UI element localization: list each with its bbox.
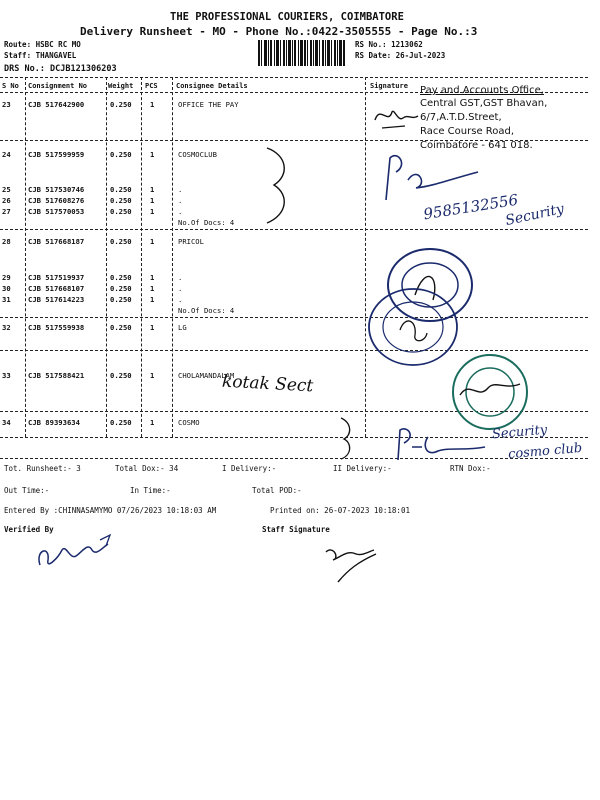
handwritten-kotak: kotak Sect	[221, 371, 314, 397]
row-sno: 24	[2, 150, 11, 159]
row-consignee: COSMO	[178, 418, 200, 427]
row-pcs: 1	[150, 196, 155, 205]
row-consignee: .	[178, 284, 183, 293]
stamp-office-line3: 6/7,A.T.D.Street,	[420, 112, 502, 123]
row-consignment: CJB 517519937	[28, 273, 85, 282]
in-time: In Time:-	[130, 486, 171, 495]
handwritten-security-2: Security	[491, 422, 548, 443]
company-name: THE PROFESSIONAL COURIERS, COIMBATORE	[170, 11, 404, 23]
ii-delivery: II Delivery:-	[333, 464, 392, 473]
row-weight: 0.250	[110, 207, 132, 216]
staff-signature	[318, 540, 388, 585]
stamp-office-line2: Central GST,GST Bhavan,	[420, 98, 548, 109]
docs-count-note: No.Of Docs: 4	[178, 218, 235, 227]
stamp-office-line1: Pay and Accounts Office,	[420, 85, 544, 96]
row-consignment: CJB 517599959	[28, 150, 85, 159]
row-sno: 30	[2, 284, 11, 293]
staff-signature-label: Staff Signature	[262, 525, 330, 534]
rs-date: RS Date: 26-Jul-2023	[355, 51, 446, 60]
docs-count-note: No.Of Docs: 4	[178, 306, 235, 315]
row-consignee: CHOLAMANDALAM	[178, 371, 235, 380]
row-consignment: CJB 517668107	[28, 284, 85, 293]
row-weight: 0.250	[110, 100, 132, 109]
runsheet-subtitle: Delivery Runsheet - MO - Phone No.:0422-3505555 - Page No.:3	[80, 25, 478, 38]
col-pcs: PCS	[145, 82, 158, 90]
row-sno: 25	[2, 185, 11, 194]
rs-number: RS No.: 1213062	[355, 40, 423, 49]
row-consignee: OFFICE THE PAY	[178, 100, 239, 109]
row-weight: 0.250	[110, 418, 132, 427]
handwritten-phone: 9585132556	[422, 190, 520, 224]
row-sno: 32	[2, 323, 11, 332]
lg-stamp	[365, 285, 460, 370]
col-signature: Signature	[370, 82, 408, 90]
row-pcs: 1	[150, 295, 155, 304]
rtn-dox: RTN Dox:-	[450, 464, 491, 473]
verified-signature	[30, 530, 130, 575]
row-weight: 0.250	[110, 196, 132, 205]
brace-mark	[262, 145, 292, 225]
row-pcs: 1	[150, 150, 155, 159]
row-consignee: LG	[178, 323, 187, 332]
total-runsheet: Tot. Runsheet:- 3	[4, 464, 81, 473]
handwritten-cosmo-club: cosmo club	[507, 440, 583, 463]
row-pcs: 1	[150, 185, 155, 194]
col-sno: S No	[2, 82, 19, 90]
signature-mark	[370, 100, 420, 130]
row-consignee: COSMOCLUB	[178, 150, 217, 159]
row-consignee: .	[178, 185, 183, 194]
row-consignee: .	[178, 273, 183, 282]
col-consignment: Consignment No	[28, 82, 88, 90]
row-weight: 0.250	[110, 185, 132, 194]
row-consignment: CJB 517614223	[28, 295, 85, 304]
row-consignee: PRICOL	[178, 237, 204, 246]
row-consignment: CJB 517570053	[28, 207, 85, 216]
row-weight: 0.250	[110, 237, 132, 246]
row-consignment: CJB 89393634	[28, 418, 80, 427]
row-weight: 0.250	[110, 284, 132, 293]
route: Route: HSBC RC MO	[4, 40, 81, 49]
col-consignee: Consignee Details	[176, 82, 248, 90]
row-sno: 34	[2, 418, 11, 427]
i-delivery: I Delivery:-	[222, 464, 277, 473]
row-pcs: 1	[150, 418, 155, 427]
row-weight: 0.250	[110, 323, 132, 332]
row-sno: 29	[2, 273, 11, 282]
row-sno: 27	[2, 207, 11, 216]
stamp-office-line4: Race Course Road,	[420, 126, 515, 137]
total-pod: Total POD:-	[252, 486, 302, 495]
row-consignee: .	[178, 207, 183, 216]
row-consignee: .	[178, 196, 183, 205]
row-consignee: .	[178, 295, 183, 304]
row-consignment: CJB 517668187	[28, 237, 85, 246]
handwritten-security: Security	[503, 200, 566, 230]
row-pcs: 1	[150, 371, 155, 380]
row-consignment: CJB 517642900	[28, 100, 85, 109]
row-consignment: CJB 517559938	[28, 323, 85, 332]
row-pcs: 1	[150, 284, 155, 293]
out-time: Out Time:-	[4, 486, 50, 495]
row-pcs: 1	[150, 237, 155, 246]
printed-on: Printed on: 26-07-2023 10:18:01	[270, 506, 410, 515]
row-sno: 33	[2, 371, 11, 380]
verified-by: Verified By	[4, 525, 54, 534]
drs-number: DRS No.: DCJB121306203	[4, 64, 117, 74]
signature-mark	[390, 425, 490, 465]
row-weight: 0.250	[110, 273, 132, 282]
row-sno: 26	[2, 196, 11, 205]
kotak-stamp	[450, 350, 530, 435]
total-dox: Total Dox:- 34	[115, 464, 179, 473]
col-weight: Weight	[108, 82, 134, 90]
barcode	[258, 40, 346, 66]
row-weight: 0.250	[110, 150, 132, 159]
row-weight: 0.250	[110, 295, 132, 304]
row-sno: 31	[2, 295, 11, 304]
row-sno: 23	[2, 100, 11, 109]
row-consignment: CJB 517530746	[28, 185, 85, 194]
stamp-office-line5: Coimbatore - 641 018.	[420, 140, 533, 151]
row-pcs: 1	[150, 323, 155, 332]
row-pcs: 1	[150, 273, 155, 282]
brace-mark	[338, 415, 358, 460]
staff: Staff: THANGAVEL	[4, 51, 77, 60]
row-consignment: CJB 517588421	[28, 371, 85, 380]
row-pcs: 1	[150, 207, 155, 216]
row-weight: 0.250	[110, 371, 132, 380]
entered-by: Entered By :CHINNASAMYMO 07/26/2023 10:18:03 AM	[4, 506, 217, 515]
row-pcs: 1	[150, 100, 155, 109]
row-consignment: CJB 517608276	[28, 196, 85, 205]
row-sno: 28	[2, 237, 11, 246]
